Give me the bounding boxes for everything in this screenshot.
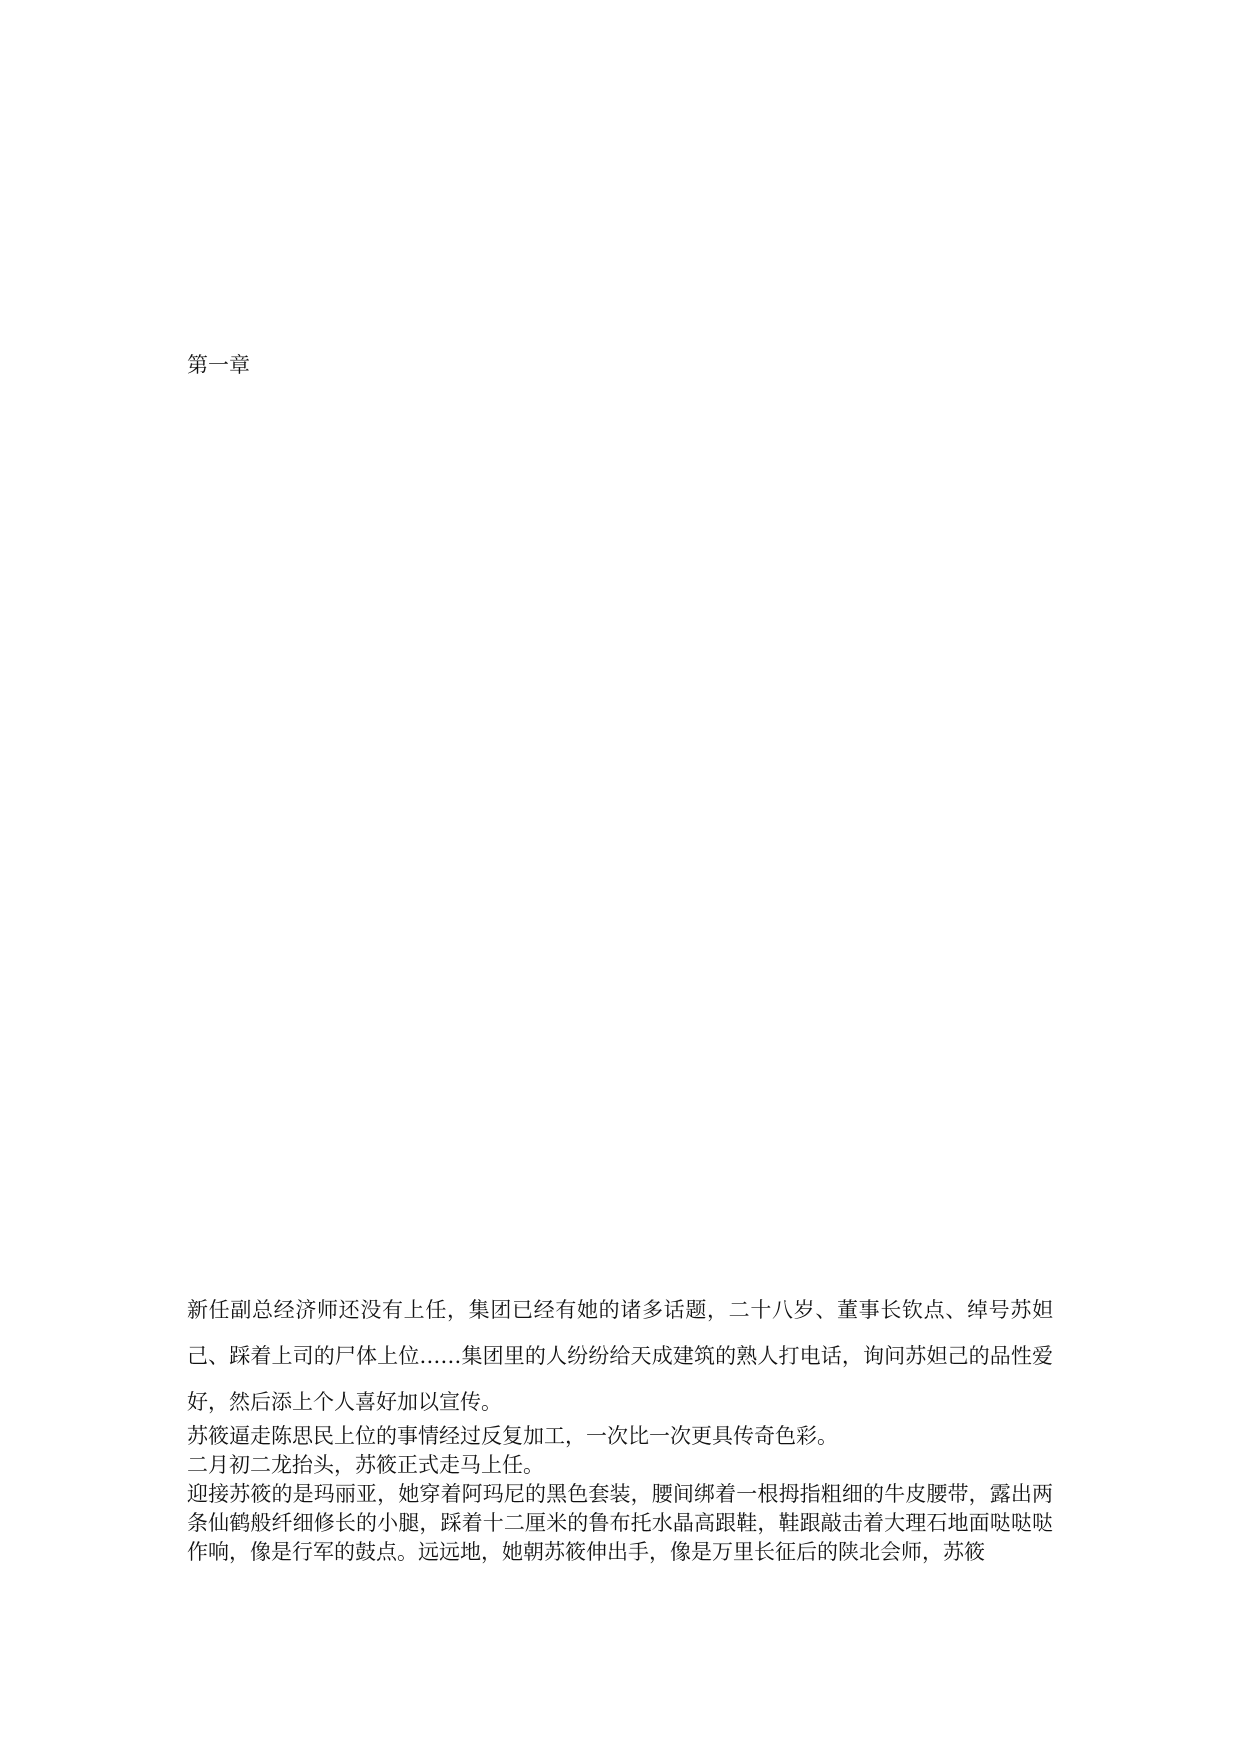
paragraph-1: 新任副总经济师还没有上任，集团已经有她的诸多话题，二十八岁、董事长钦点、绰号苏妲己、踩着上司的尸体上位……集团里的人纷纷给天成建筑的熟人打电话，询问苏妲己的品性爱好，然后添上个人喜好加以宣传。 xyxy=(187,1298,1053,1414)
paragraph-4: 迎接苏筱的是玛丽亚，她穿着阿玛尼的黑色套装，腰间绑着一根拇指粗细的牛皮腰带，露出两条仙鹤般纤细修长的小腿，踩着十二厘米的鲁布托水晶高跟鞋，鞋跟敲击着大理石地面哒哒哒作响，像是行军的鼓点。远远地，她朝苏筱伸出手，像是万里长征后的陕北会师，苏筱 xyxy=(187,1482,1053,1564)
paragraph-3: 二月初二龙抬头，苏筱正式走马上任。 xyxy=(187,1453,544,1477)
paragraph-2: 苏筱逼走陈思民上位的事情经过反复加工，一次比一次更具传奇色彩。 xyxy=(187,1424,838,1448)
chapter-title: 第一章 xyxy=(187,353,250,377)
